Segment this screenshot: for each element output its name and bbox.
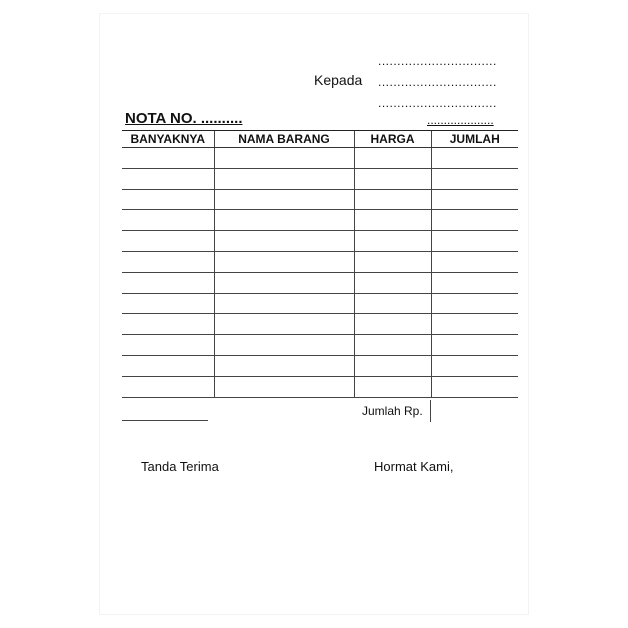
item-name-cell[interactable]	[214, 148, 354, 169]
item-name-cell[interactable]	[214, 231, 354, 252]
quantity-cell[interactable]	[122, 293, 214, 314]
price-cell[interactable]	[354, 272, 431, 293]
table-row	[122, 148, 518, 169]
price-cell[interactable]	[354, 251, 431, 272]
quantity-cell[interactable]	[122, 376, 214, 397]
price-cell[interactable]	[354, 314, 431, 335]
amount-cell[interactable]	[431, 335, 518, 356]
price-cell[interactable]	[354, 189, 431, 210]
item-name-cell[interactable]	[214, 272, 354, 293]
item-name-cell[interactable]	[214, 210, 354, 231]
table-row	[122, 272, 518, 293]
table-row	[122, 314, 518, 335]
table-row	[122, 251, 518, 272]
item-name-cell[interactable]	[214, 355, 354, 376]
quantity-cell[interactable]	[122, 210, 214, 231]
column-header-jumlah: JUMLAH	[431, 131, 518, 148]
amount-cell[interactable]	[431, 210, 518, 231]
column-header-banyaknya: BANYAKNYA	[122, 131, 214, 148]
amount-cell[interactable]	[431, 293, 518, 314]
price-cell[interactable]	[354, 210, 431, 231]
price-cell[interactable]	[354, 168, 431, 189]
item-name-cell[interactable]	[214, 335, 354, 356]
tanda-terima-label: Tanda Terima	[141, 459, 219, 474]
address-line-2: ...............................	[378, 75, 497, 89]
nota-number-title: NOTA NO. ..........	[125, 110, 243, 127]
item-name-cell[interactable]	[214, 251, 354, 272]
total-label: Jumlah Rp.	[362, 404, 423, 418]
item-name-cell[interactable]	[214, 189, 354, 210]
price-cell[interactable]	[354, 293, 431, 314]
price-cell[interactable]	[354, 231, 431, 252]
quantity-cell[interactable]	[122, 168, 214, 189]
price-cell[interactable]	[354, 148, 431, 169]
item-name-cell[interactable]	[214, 314, 354, 335]
nota-date-field: ....................	[427, 113, 494, 127]
item-name-cell[interactable]	[214, 376, 354, 397]
amount-cell[interactable]	[431, 272, 518, 293]
amount-cell[interactable]	[431, 376, 518, 397]
table-header-row	[122, 131, 518, 148]
table-row	[122, 189, 518, 210]
table-row	[122, 168, 518, 189]
quantity-cell[interactable]	[122, 314, 214, 335]
quantity-cell[interactable]	[122, 355, 214, 376]
table-row	[122, 231, 518, 252]
price-cell[interactable]	[354, 376, 431, 397]
item-name-cell[interactable]	[214, 293, 354, 314]
address-line-1: ...............................	[378, 54, 497, 68]
table-row	[122, 376, 518, 397]
quantity-cell[interactable]	[122, 251, 214, 272]
column-header-harga: HARGA	[354, 131, 431, 148]
quantity-cell[interactable]	[122, 335, 214, 356]
table-row	[122, 335, 518, 356]
quantity-cell[interactable]	[122, 231, 214, 252]
table-row	[122, 210, 518, 231]
price-cell[interactable]	[354, 335, 431, 356]
items-table	[122, 130, 518, 398]
quantity-cell[interactable]	[122, 148, 214, 169]
quantity-cell[interactable]	[122, 189, 214, 210]
amount-cell[interactable]	[431, 251, 518, 272]
price-cell[interactable]	[354, 355, 431, 376]
item-name-cell[interactable]	[214, 168, 354, 189]
column-header-nama-barang: NAMA BARANG	[214, 131, 354, 148]
table-row	[122, 293, 518, 314]
amount-cell[interactable]	[431, 231, 518, 252]
amount-cell[interactable]	[431, 168, 518, 189]
amount-cell[interactable]	[431, 355, 518, 376]
amount-cell[interactable]	[431, 148, 518, 169]
table-row	[122, 355, 518, 376]
amount-cell[interactable]	[431, 189, 518, 210]
total-divider	[430, 400, 431, 422]
signature-line	[122, 420, 208, 421]
kepada-label: Kepada	[314, 72, 363, 88]
amount-cell[interactable]	[431, 314, 518, 335]
items-table-body	[122, 148, 518, 398]
hormat-kami-label: Hormat Kami,	[374, 459, 454, 474]
quantity-cell[interactable]	[122, 272, 214, 293]
address-line-3: ...............................	[378, 96, 497, 110]
invoice-form-page	[100, 14, 528, 614]
